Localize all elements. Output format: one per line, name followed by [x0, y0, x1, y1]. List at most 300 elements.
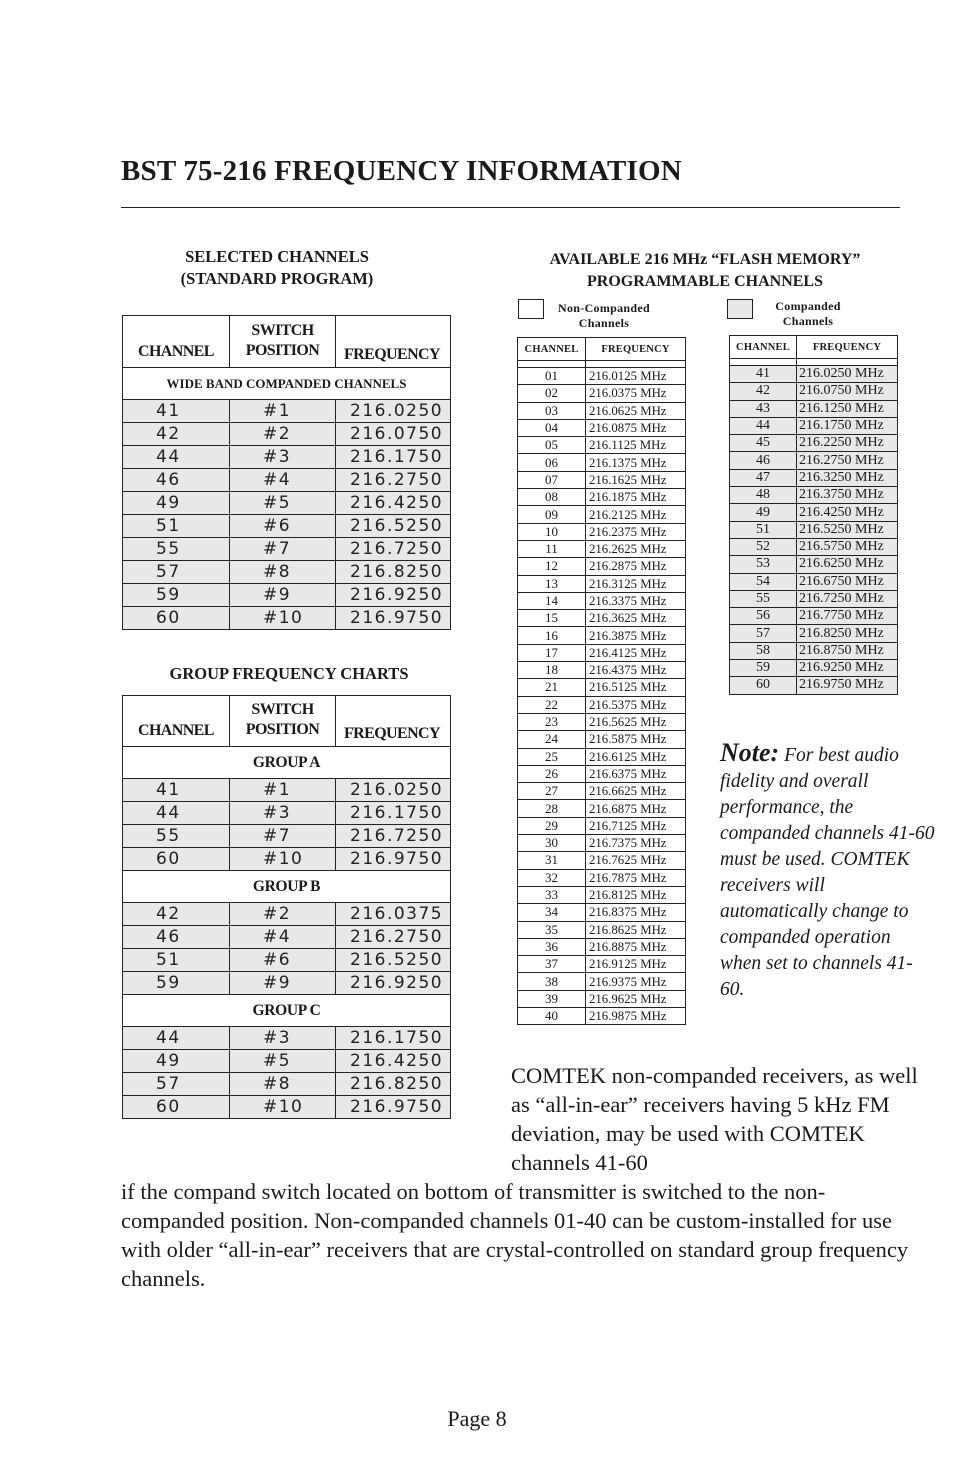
list-item — [730, 435, 898, 452]
channel-cell: 07 — [518, 471, 586, 488]
list-item — [730, 642, 898, 659]
page-number: Page 8 — [447, 1406, 507, 1431]
frequency-cell: 216.1750 — [336, 1027, 451, 1050]
table-row — [123, 561, 451, 584]
channel-cell: 57 — [123, 561, 230, 584]
list-item — [518, 748, 686, 765]
switch-position-cell: #9 — [230, 584, 336, 607]
frequency-cell: 216.5875 MHz — [586, 731, 686, 748]
flash-channels-caption — [510, 249, 900, 293]
list-item — [518, 800, 686, 817]
frequency-cell: 216.8750 MHz — [797, 642, 898, 659]
frequency-cell: 216.7875 MHz — [586, 869, 686, 886]
frequency-cell: 216.4250 — [336, 492, 451, 515]
frequency-cell: 216.2750 MHz — [797, 452, 898, 469]
frequency-cell: 216.2375 MHz — [586, 523, 686, 540]
frequency-cell: 216.1375 MHz — [586, 454, 686, 471]
channel-cell: 32 — [518, 869, 586, 886]
frequency-cell: 216.8250 — [336, 561, 451, 584]
switch-position-cell: #5 — [230, 492, 336, 515]
caption-line: AVAILABLE 216 MHz “FLASH MEMORY” — [549, 251, 861, 268]
list-item — [730, 487, 898, 504]
frequency-cell: 216.2750 — [336, 926, 451, 949]
frequency-cell: 216.9250 — [336, 972, 451, 995]
frequency-cell: 216.8250 MHz — [797, 625, 898, 642]
list-item — [730, 417, 898, 434]
frequency-cell: 216.4250 — [336, 1050, 451, 1073]
frequency-cell: 216.6250 MHz — [797, 556, 898, 573]
channel-cell: 31 — [518, 852, 586, 869]
channel-cell: 51 — [123, 949, 230, 972]
header-line: POSITION — [245, 342, 320, 359]
table-row — [123, 515, 451, 538]
frequency-cell: 216.5625 MHz — [586, 713, 686, 730]
channel-cell: 44 — [123, 446, 230, 469]
list-item — [518, 644, 686, 661]
frequency-cell: 216.1250 MHz — [797, 400, 898, 417]
table-row — [123, 492, 451, 515]
selected-channels-caption — [122, 246, 432, 290]
frequency-cell: 216.1125 MHz — [586, 437, 686, 454]
switch-position-cell: #9 — [230, 972, 336, 995]
spacer-row — [730, 359, 898, 366]
channel-cell: 54 — [730, 573, 797, 590]
frequency-cell: 216.0125 MHz — [586, 368, 686, 385]
channel-cell: 16 — [518, 627, 586, 644]
channel-cell: 41 — [123, 400, 230, 423]
channel-cell: 33 — [518, 886, 586, 903]
channel-cell: 44 — [123, 1027, 230, 1050]
table-row — [123, 903, 451, 926]
list-item — [518, 506, 686, 523]
table-row — [123, 607, 451, 630]
channel-cell: 36 — [518, 938, 586, 955]
frequency-cell: 216.9125 MHz — [586, 956, 686, 973]
table-row — [123, 779, 451, 802]
list-item — [518, 662, 686, 679]
frequency-cell: 216.4125 MHz — [586, 644, 686, 661]
frequency-cell: 216.8250 — [336, 1073, 451, 1096]
header-frequency: FREQUENCY — [336, 316, 451, 368]
list-item — [730, 452, 898, 469]
frequency-cell: 216.7250 MHz — [797, 590, 898, 607]
channel-cell: 55 — [123, 538, 230, 561]
table-row — [123, 400, 451, 423]
frequency-cell: 216.3750 MHz — [797, 487, 898, 504]
channel-cell: 60 — [730, 677, 797, 694]
header-line: SWITCH — [251, 701, 314, 718]
list-item — [518, 696, 686, 713]
frequency-cell: 216.9750 — [336, 607, 451, 630]
legend-line: Companded — [775, 299, 841, 313]
list-item — [518, 835, 686, 852]
list-item — [730, 504, 898, 521]
switch-position-cell: #8 — [230, 1073, 336, 1096]
channel-cell: 09 — [518, 506, 586, 523]
channel-cell: 38 — [518, 973, 586, 990]
channel-cell: 48 — [730, 487, 797, 504]
list-item — [730, 469, 898, 486]
frequency-cell: 216.2250 MHz — [797, 435, 898, 452]
channel-cell: 40 — [518, 1007, 586, 1024]
header-line: SWITCH — [251, 322, 314, 339]
channel-cell: 46 — [123, 469, 230, 492]
channel-cell: 14 — [518, 592, 586, 609]
frequency-cell: 216.3125 MHz — [586, 575, 686, 592]
table-row — [123, 1073, 451, 1096]
channel-cell: 57 — [730, 625, 797, 642]
noncompanded-legend-label — [545, 301, 663, 331]
switch-position-cell: #1 — [230, 779, 336, 802]
list-item — [518, 437, 686, 454]
frequency-cell: 216.8625 MHz — [586, 921, 686, 938]
frequency-cell: 216.7750 MHz — [797, 608, 898, 625]
frequency-cell: 216.4375 MHz — [586, 662, 686, 679]
frequency-cell: 216.6750 MHz — [797, 573, 898, 590]
frequency-cell: 216.9750 MHz — [797, 677, 898, 694]
switch-position-cell: #5 — [230, 1050, 336, 1073]
frequency-cell: 216.1625 MHz — [586, 471, 686, 488]
list-item — [518, 783, 686, 800]
table-row — [123, 972, 451, 995]
table-row — [123, 848, 451, 871]
channel-cell: 42 — [730, 383, 797, 400]
channel-cell: 21 — [518, 679, 586, 696]
frequency-cell: 216.6875 MHz — [586, 800, 686, 817]
channel-cell: 53 — [730, 556, 797, 573]
channel-cell: 30 — [518, 835, 586, 852]
channel-cell: 03 — [518, 402, 586, 419]
list-item — [518, 956, 686, 973]
switch-position-cell: #4 — [230, 469, 336, 492]
channel-cell: 60 — [123, 607, 230, 630]
frequency-cell: 216.0750 MHz — [797, 383, 898, 400]
table-row — [123, 446, 451, 469]
channel-cell: 13 — [518, 575, 586, 592]
note-text: For best audio fidelity and overall performance, the companded channels 41-60 must be used. COMTEK receivers will automatically change to companded operation when set to channels 41-60. — [720, 745, 935, 1000]
caption-line: (STANDARD PROGRAM) — [180, 269, 374, 288]
list-item — [518, 990, 686, 1007]
channel-cell: 27 — [518, 783, 586, 800]
selected-channels-table — [122, 315, 451, 630]
channel-cell: 45 — [730, 435, 797, 452]
note-block — [720, 740, 935, 1003]
frequency-cell: 216.3250 MHz — [797, 469, 898, 486]
list-item — [730, 660, 898, 677]
frequency-cell: 216.7625 MHz — [586, 852, 686, 869]
table-row — [123, 802, 451, 825]
table-row — [123, 423, 451, 446]
channel-cell: 60 — [123, 848, 230, 871]
frequency-cell: 216.6625 MHz — [586, 783, 686, 800]
channel-cell: 17 — [518, 644, 586, 661]
channel-cell: 04 — [518, 419, 586, 436]
legend-line: Channels — [782, 314, 834, 328]
channel-cell: 44 — [123, 802, 230, 825]
frequency-cell: 216.9625 MHz — [586, 990, 686, 1007]
frequency-cell: 216.5250 — [336, 515, 451, 538]
switch-position-cell: #7 — [230, 538, 336, 561]
list-item — [518, 679, 686, 696]
channel-cell: 25 — [518, 748, 586, 765]
channel-cell: 39 — [518, 990, 586, 1007]
switch-position-cell: #8 — [230, 561, 336, 584]
body-paragraph-2: if the compand switch located on bottom of transmitter is switched to the non-companded position. Non-companded channels 01-40 can be custom-installed for use with older “all-in-ear” receivers that are crystal-controlled on standard group frequency channels. — [121, 1179, 909, 1291]
note-heading: Note: — [720, 738, 780, 767]
channel-cell: 60 — [123, 1096, 230, 1119]
frequency-cell: 216.7250 — [336, 825, 451, 848]
table-row — [123, 1096, 451, 1119]
list-item — [518, 592, 686, 609]
header-frequency: FREQUENCY — [586, 338, 686, 361]
list-item — [518, 817, 686, 834]
channel-cell: 59 — [123, 972, 230, 995]
list-item — [518, 575, 686, 592]
body-paragraph-1: COMTEK non-companded receivers, as well as “all-in-ear” receivers having 5 kHz FM deviation, may be used with COMTEK channels 41-60 — [511, 1063, 918, 1175]
list-item — [518, 368, 686, 385]
frequency-cell: 216.9250 — [336, 584, 451, 607]
channel-cell: 41 — [123, 779, 230, 802]
frequency-cell: 216.5250 — [336, 949, 451, 972]
channel-cell: 15 — [518, 610, 586, 627]
frequency-cell: 216.1750 MHz — [797, 417, 898, 434]
channel-cell: 49 — [123, 1050, 230, 1073]
legend-line: Channels — [578, 316, 630, 330]
header-switch-position — [230, 696, 336, 747]
group-charts-caption: GROUP FREQUENCY CHARTS — [169, 664, 409, 683]
frequency-cell: 216.2625 MHz — [586, 540, 686, 557]
switch-position-cell: #1 — [230, 400, 336, 423]
table-row — [123, 1050, 451, 1073]
caption-line: PROGRAMMABLE CHANNELS — [586, 273, 823, 290]
channel-cell: 42 — [123, 903, 230, 926]
list-item — [518, 1007, 686, 1024]
list-item — [518, 921, 686, 938]
list-item — [730, 400, 898, 417]
companded-channels-table — [729, 335, 898, 695]
frequency-cell: 216.0750 — [336, 423, 451, 446]
channel-cell: 41 — [730, 366, 797, 383]
channel-cell: 49 — [123, 492, 230, 515]
frequency-cell: 216.9875 MHz — [586, 1007, 686, 1024]
channel-cell: 24 — [518, 731, 586, 748]
companded-legend-swatch — [727, 299, 753, 319]
channel-cell: 43 — [730, 400, 797, 417]
channel-cell: 47 — [730, 469, 797, 486]
channel-cell: 52 — [730, 538, 797, 555]
channel-cell: 55 — [730, 590, 797, 607]
spacer-cell — [518, 361, 586, 368]
switch-position-cell: #2 — [230, 903, 336, 926]
channel-cell: 34 — [518, 904, 586, 921]
frequency-cell: 216.3875 MHz — [586, 627, 686, 644]
channel-cell: 56 — [730, 608, 797, 625]
group-header-row — [123, 871, 451, 903]
channel-cell: 18 — [518, 662, 586, 679]
channel-cell: 28 — [518, 800, 586, 817]
list-item — [730, 366, 898, 383]
channel-cell: 46 — [730, 452, 797, 469]
channel-cell: 12 — [518, 558, 586, 575]
frequency-cell: 216.0375 MHz — [586, 385, 686, 402]
frequency-cell: 216.3625 MHz — [586, 610, 686, 627]
channel-cell: 57 — [123, 1073, 230, 1096]
header-channel: CHANNEL — [518, 338, 586, 361]
channel-cell: 44 — [730, 417, 797, 434]
list-item — [730, 538, 898, 555]
channel-cell: 10 — [518, 523, 586, 540]
list-item — [518, 852, 686, 869]
frequency-cell: 216.2875 MHz — [586, 558, 686, 575]
frequency-cell: 216.5750 MHz — [797, 538, 898, 555]
list-item — [518, 558, 686, 575]
frequency-cell: 216.4250 MHz — [797, 504, 898, 521]
group-header-row — [123, 747, 451, 779]
list-item — [518, 938, 686, 955]
list-item — [730, 608, 898, 625]
list-item — [518, 731, 686, 748]
channel-cell: 58 — [730, 642, 797, 659]
channel-cell: 11 — [518, 540, 586, 557]
noncompanded-channels-table — [517, 337, 686, 1025]
list-item — [730, 383, 898, 400]
list-item — [518, 765, 686, 782]
frequency-cell: 216.8875 MHz — [586, 938, 686, 955]
frequency-cell: 216.9375 MHz — [586, 973, 686, 990]
page-title: BST 75-216 FREQUENCY INFORMATION — [121, 155, 682, 187]
header-line: POSITION — [245, 721, 320, 738]
list-item — [730, 573, 898, 590]
channel-cell: 55 — [123, 825, 230, 848]
list-item — [518, 523, 686, 540]
frequency-cell: 216.9750 — [336, 1096, 451, 1119]
switch-position-cell: #3 — [230, 446, 336, 469]
list-item — [730, 556, 898, 573]
list-item — [518, 489, 686, 506]
channel-cell: 01 — [518, 368, 586, 385]
frequency-cell: 216.1750 — [336, 802, 451, 825]
switch-position-cell: #4 — [230, 926, 336, 949]
header-frequency: FREQUENCY — [797, 336, 898, 359]
list-item — [518, 540, 686, 557]
table-row — [123, 584, 451, 607]
frequency-cell: 216.3375 MHz — [586, 592, 686, 609]
caption-line: SELECTED CHANNELS — [185, 247, 369, 266]
noncompanded-legend-swatch — [518, 299, 544, 319]
frequency-cell: 216.8125 MHz — [586, 886, 686, 903]
frequency-cell: 216.8375 MHz — [586, 904, 686, 921]
frequency-cell: 216.6375 MHz — [586, 765, 686, 782]
channel-cell: 46 — [123, 926, 230, 949]
switch-position-cell: #3 — [230, 1027, 336, 1050]
channel-cell: 02 — [518, 385, 586, 402]
channel-cell: 35 — [518, 921, 586, 938]
list-item — [518, 973, 686, 990]
switch-position-cell: #6 — [230, 515, 336, 538]
channel-cell: 59 — [730, 660, 797, 677]
list-item — [730, 590, 898, 607]
frequency-cell: 216.7250 — [336, 538, 451, 561]
frequency-cell: 216.2750 — [336, 469, 451, 492]
table-row — [123, 825, 451, 848]
list-item — [518, 610, 686, 627]
header-frequency: FREQUENCY — [336, 696, 451, 747]
table-row — [123, 926, 451, 949]
list-item — [518, 627, 686, 644]
switch-position-cell: #10 — [230, 1096, 336, 1119]
list-item — [518, 385, 686, 402]
frequency-cell: 216.2125 MHz — [586, 506, 686, 523]
legend-line: Non-Companded — [558, 301, 650, 315]
table-row — [123, 538, 451, 561]
list-item — [730, 521, 898, 538]
frequency-cell: 216.0250 — [336, 779, 451, 802]
group-frequency-table — [122, 695, 451, 1119]
band-label: WIDE BAND COMPANDED CHANNELS — [123, 368, 451, 400]
switch-position-cell: #10 — [230, 607, 336, 630]
channel-cell: 23 — [518, 713, 586, 730]
frequency-cell: 216.5250 MHz — [797, 521, 898, 538]
list-item — [730, 677, 898, 694]
list-item — [518, 402, 686, 419]
list-item — [518, 886, 686, 903]
list-item — [518, 454, 686, 471]
frequency-cell: 216.1875 MHz — [586, 489, 686, 506]
frequency-cell: 216.5125 MHz — [586, 679, 686, 696]
frequency-cell: 216.0250 MHz — [797, 366, 898, 383]
channel-cell: 59 — [123, 584, 230, 607]
list-item — [518, 713, 686, 730]
header-channel: CHANNEL — [730, 336, 797, 359]
spacer-row — [518, 361, 686, 368]
channel-cell: 42 — [123, 423, 230, 446]
channel-cell: 29 — [518, 817, 586, 834]
channel-cell: 49 — [730, 504, 797, 521]
group-label: GROUP B — [123, 871, 451, 903]
list-item — [518, 419, 686, 436]
frequency-cell: 216.0250 — [336, 400, 451, 423]
frequency-cell: 216.1750 — [336, 446, 451, 469]
spacer-cell — [586, 361, 686, 368]
spacer-cell — [730, 359, 797, 366]
band-label-row — [123, 368, 451, 400]
list-item — [518, 904, 686, 921]
header-channel: CHANNEL — [123, 696, 230, 747]
group-header-row — [123, 995, 451, 1027]
frequency-cell: 216.6125 MHz — [586, 748, 686, 765]
list-item — [730, 625, 898, 642]
channel-cell: 37 — [518, 956, 586, 973]
list-item — [518, 471, 686, 488]
frequency-cell: 216.0875 MHz — [586, 419, 686, 436]
list-item — [518, 869, 686, 886]
spacer-cell — [797, 359, 898, 366]
switch-position-cell: #3 — [230, 802, 336, 825]
header-switch-position — [230, 316, 336, 368]
table-row — [123, 469, 451, 492]
group-label: GROUP C — [123, 995, 451, 1027]
channel-cell: 22 — [518, 696, 586, 713]
channel-cell: 26 — [518, 765, 586, 782]
frequency-cell: 216.9750 — [336, 848, 451, 871]
table-row — [123, 1027, 451, 1050]
title-divider — [121, 207, 900, 208]
frequency-cell: 216.9250 MHz — [797, 660, 898, 677]
channel-cell: 51 — [123, 515, 230, 538]
switch-position-cell: #2 — [230, 423, 336, 446]
header-channel: CHANNEL — [123, 316, 230, 368]
companded-legend-label — [758, 299, 858, 329]
